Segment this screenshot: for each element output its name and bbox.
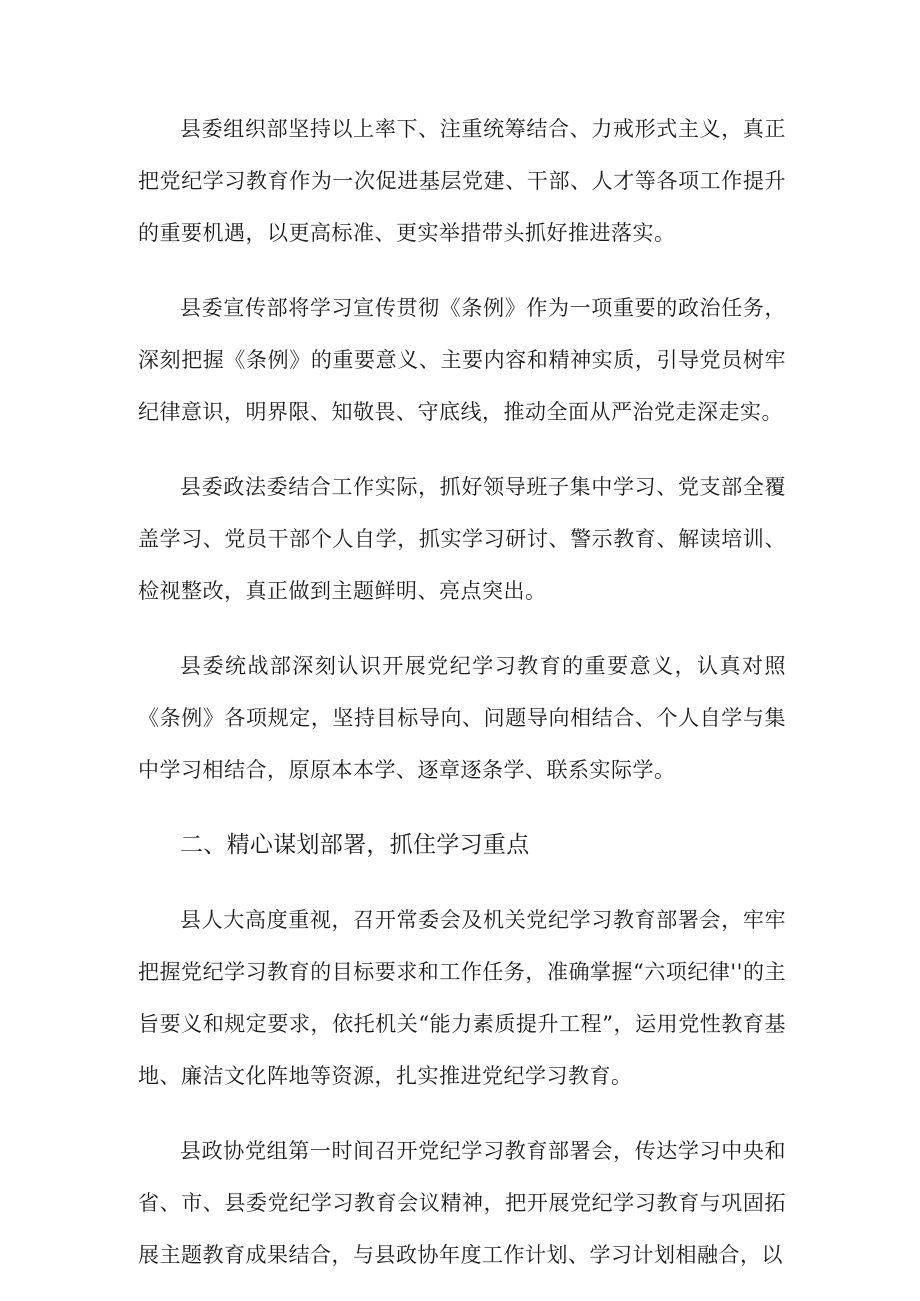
paragraph-gap: [138, 438, 786, 461]
paragraph-peoples-congress: 县人大高度重视，召开常委会及机关党纪学习教育部署会，牢牢把握党纪学习教育的目标要求和工作任务，准确掌握“六项纪律''的主旨要义和规定要求，依托机关“能力素质提升工程”，运用党性教育基地、廉洁文化阵地等资源，扎实推进党纪学习教育。: [138, 908, 786, 1088]
paragraph-united-front-dept: 县委统战部深刻认识开展党纪学习教育的重要意义，认真对照《条例》各项规定，坚持目标导向、问题导向相结合、个人自学与集中学习相结合，原原本本学、逐章逐条学、联系实际学。: [138, 654, 786, 782]
paragraph-publicity-dept: 县委宣传部将学习宣传贯彻《条例》作为一项重要的政治任务，深刻把握《条例》的重要意义、主要内容和精神实质，引导党员树牢纪律意识，明界限、知敬畏、守底线，推动全面从严治党走深走实。: [138, 296, 786, 424]
section-heading: 二、精心谋划部署，抓住学习重点: [180, 832, 530, 858]
paragraph-political-legal-committee: 县委政法委结合工作实际，抓好领导班子集中学习、党支部全覆盖学习、党员干部个人自学，抓实学习研讨、警示教育、解读培训、检视整改，真正做到主题鲜明、亮点突出。: [138, 475, 786, 603]
paragraph-gap: [138, 259, 786, 282]
paragraph-gap: [138, 1102, 786, 1125]
paragraph-gap: [138, 871, 786, 894]
paragraph-organization-dept: 县委组织部坚持以上率下、注重统筹结合、力戒形式主义，真正把党纪学习教育作为一次促进基层党建、干部、人才等各项工作提升的重要机遇，以更高标准、更实举措带头抓好推进落实。: [138, 117, 786, 245]
paragraph-gap: [138, 617, 786, 640]
paragraph-gap: [138, 796, 786, 819]
paragraph-cppcc-party-group: 县政协党组第一时间召开党纪学习教育部署会，传达学习中央和省、市、县委党纪学习教育会议精神，把开展党纪学习教育与巩固拓展主题教育成果结合，与县政协年度工作计划、学习计划相融合，以: [138, 1139, 786, 1267]
document-page: [138, 103, 786, 1281]
